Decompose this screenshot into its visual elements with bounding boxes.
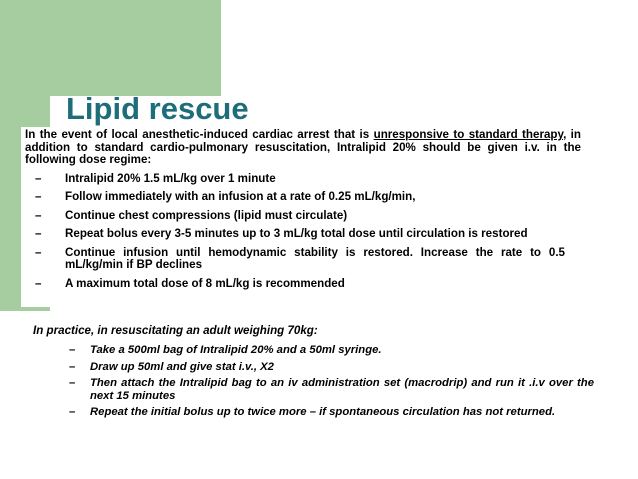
dash-bullet: – (35, 276, 42, 290)
protocol-intro (25, 129, 581, 167)
dash-bullet: – (35, 190, 42, 203)
dose-item-text: Continue infusion until hemodynamic stability is restored. Increase the rate to 0.5 mL/kg/min if BP declines (65, 245, 565, 271)
dose-item (21, 173, 565, 186)
protocol-panel (21, 127, 581, 307)
slide-title: Lipid rescue (66, 91, 249, 126)
dose-item-text: Follow immediately with an infusion at a rate of 0.25 mL/kg/min, (65, 190, 416, 203)
practice-step (27, 377, 594, 402)
practice-step (27, 344, 594, 357)
dose-item (21, 228, 565, 241)
dose-item-text: Intralipid 20% 1.5 mL/kg over 1 minute (65, 171, 276, 185)
protocol-intro-text-start: In the event of local anesthetic-induced cardiac arrest that is (25, 128, 374, 141)
practice-steps-list (27, 344, 635, 419)
practice-step (27, 361, 594, 374)
dose-item-text: A maximum total dose of 8 mL/kg is recommended (65, 276, 345, 290)
dose-item (21, 210, 565, 223)
dash-bullet: – (35, 208, 42, 222)
protocol-intro-underlined: unresponsive to standard therapy, (373, 128, 567, 141)
dash-bullet: – (35, 171, 42, 185)
dash-bullet: – (69, 406, 76, 418)
practice-heading: In practice, in resuscitating an adult weighing 70kg: (33, 324, 318, 337)
dose-item (21, 278, 565, 291)
practice-step-text: Repeat the initial bolus up to twice more – if spontaneous circulation has not returned. (90, 406, 556, 418)
dash-bullet: – (35, 227, 42, 240)
dash-bullet: – (35, 245, 42, 259)
protocol-intro-text-end: in addition to standard cardio-pulmonary resuscitation, Intralipid 20% should be given i.v. in the following dose regime: (25, 128, 581, 166)
practice-panel (27, 318, 635, 436)
practice-step-text: Draw up 50ml and give stat i.v., X2 (90, 360, 274, 373)
dash-bullet: – (69, 377, 76, 389)
practice-step-text: Take a 500ml bag of Intralipid 20% and a 50ml syringe. (90, 344, 382, 356)
dash-bullet: – (69, 344, 76, 356)
dash-bullet: – (69, 360, 76, 373)
dose-item-text: Continue chest compressions (lipid must circulate) (65, 208, 348, 222)
dose-item-text: Repeat bolus every 3-5 minutes up to 3 mL/kg total dose until circulation is restored (65, 227, 528, 240)
dose-item (21, 247, 565, 272)
practice-step (27, 406, 594, 419)
dose-item (21, 191, 565, 204)
practice-step-text: Then attach the Intralipid bag to an iv administration set (macrodrip) and run it .i.v over the next 15 minutes (90, 377, 594, 402)
decorative-green-bar (0, 0, 221, 96)
dose-regime-list (21, 173, 581, 291)
